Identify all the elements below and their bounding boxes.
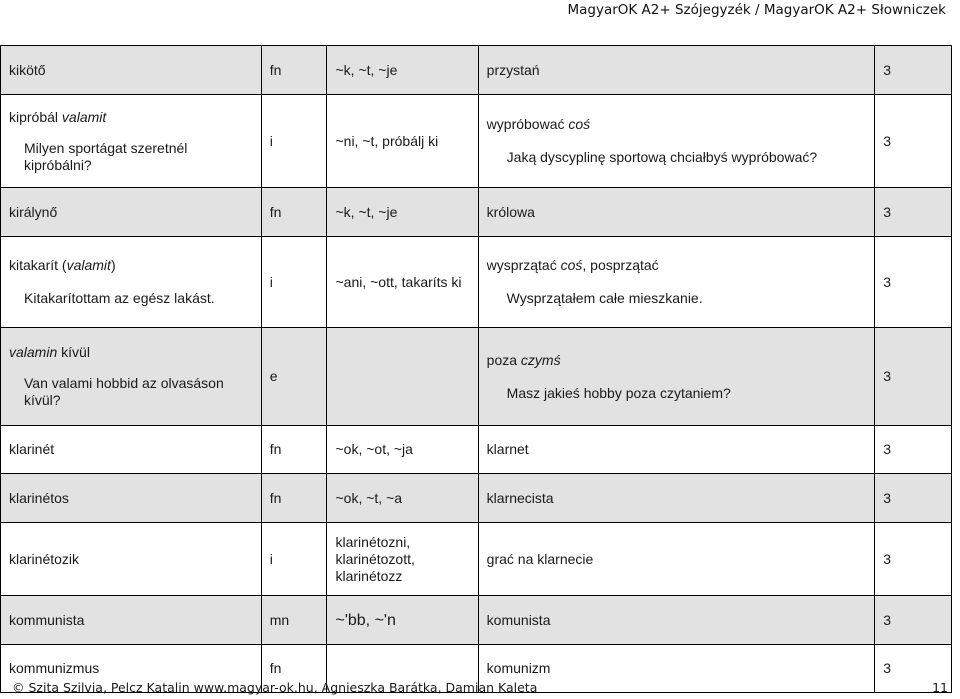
table-row xyxy=(1,188,952,237)
level: 3 xyxy=(875,46,952,95)
level: 3 xyxy=(875,188,952,237)
hungarian-word: kikötő xyxy=(1,46,262,95)
polish-entry xyxy=(478,328,875,426)
part-of-speech: fn xyxy=(261,46,327,95)
hungarian-example: Kitakarítottam az egész lakást. xyxy=(24,290,215,306)
level: 3 xyxy=(875,474,952,523)
hungarian-word: klarinétos xyxy=(1,474,262,523)
part-of-speech: e xyxy=(261,328,327,426)
table-row xyxy=(1,596,952,645)
polish-entry xyxy=(478,95,875,188)
hungarian-entry: kitakarít (valamit) Kitakarítottam az egész lakást. xyxy=(1,237,262,328)
hungarian-entry xyxy=(1,328,262,426)
part-of-speech: i xyxy=(261,237,327,328)
table-row xyxy=(1,474,952,523)
polish-entry xyxy=(478,237,875,328)
part-of-speech: fn xyxy=(261,645,327,693)
hungarian-entry xyxy=(1,95,262,188)
part-of-speech: i xyxy=(261,523,327,596)
polish-translation: komunista xyxy=(478,596,875,645)
hungarian-word: kommunizmus xyxy=(1,645,262,693)
polish-translation: klarnecista xyxy=(478,474,875,523)
level: 3 xyxy=(875,95,952,188)
polish-example: Jaką dyscyplinę sportową chciałbyś wypróbować? xyxy=(506,149,818,165)
page-header-title: MagyarOK A2+ Szójegyzék / MagyarOK A2+ Słowniczek xyxy=(567,2,946,18)
word-forms: ~ok, ~t, ~a xyxy=(327,474,478,523)
hungarian-example: Milyen sportágat szeretnél kipróbálni? xyxy=(24,139,188,173)
word-forms: ~ok, ~ot, ~ja xyxy=(327,426,478,474)
polish-synonym: , posprzątać xyxy=(582,257,659,273)
part-of-speech: fn xyxy=(261,426,327,474)
level: 3 xyxy=(875,645,952,693)
word-forms: ~k, ~t, ~je xyxy=(327,188,478,237)
hungarian-object: valamit xyxy=(66,257,111,273)
table-row xyxy=(1,46,952,95)
footer-copyright: © Szita Szilvia, Pelcz Katalin www.magyar-ok.hu, Agnieszka Barátka, Damian Kaleta xyxy=(12,680,538,695)
table-row xyxy=(1,328,952,426)
table-row xyxy=(1,426,952,474)
hungarian-word: kipróbál xyxy=(9,108,59,125)
hungarian-word: királynő xyxy=(1,188,262,237)
word-forms: ~ani, ~ott, takaríts ki xyxy=(327,237,478,328)
word-forms: ~'bb, ~'n xyxy=(327,596,478,645)
polish-object: coś xyxy=(568,116,591,132)
table-row xyxy=(1,237,952,328)
polish-object: czymś xyxy=(520,351,561,368)
polish-word: poza xyxy=(486,351,518,368)
vocabulary-table xyxy=(0,45,952,693)
word-forms xyxy=(327,328,478,426)
polish-translation: przystań xyxy=(478,46,875,95)
polish-translation: komunizm xyxy=(478,645,875,693)
page-footer xyxy=(0,677,960,699)
word-forms: ~k, ~t, ~je xyxy=(327,46,478,95)
table-row xyxy=(1,523,952,596)
word-forms: ~ni, ~t, próbálj ki xyxy=(327,95,478,188)
hungarian-object: valamin xyxy=(9,344,58,360)
page-number: 11 xyxy=(932,680,948,695)
level: 3 xyxy=(875,426,952,474)
hungarian-word: klarinét xyxy=(1,426,262,474)
polish-example: Masz jakieś hobby poza czytaniem? xyxy=(506,384,731,401)
polish-word: wysprzątać xyxy=(486,257,557,273)
level: 3 xyxy=(875,328,952,426)
word-forms: klarinétozni, klarinétozott, klarinétozz xyxy=(327,523,478,596)
polish-translation: królowa xyxy=(478,188,875,237)
level: 3 xyxy=(875,596,952,645)
hungarian-word: klarinétozik xyxy=(1,523,262,596)
table-row xyxy=(1,95,952,188)
polish-object: coś xyxy=(560,257,583,273)
polish-translation: klarnet xyxy=(478,426,875,474)
part-of-speech: fn xyxy=(261,474,327,523)
part-of-speech: mn xyxy=(261,596,327,645)
hungarian-word: kitakarít xyxy=(9,257,59,273)
polish-word: wypróbować xyxy=(486,116,565,132)
level: 3 xyxy=(875,237,952,328)
hungarian-word: kívül xyxy=(61,344,90,360)
part-of-speech: fn xyxy=(261,188,327,237)
hungarian-object: valamit xyxy=(61,108,107,125)
polish-example: Wysprzątałem całe mieszkanie. xyxy=(506,290,703,306)
part-of-speech: i xyxy=(261,95,327,188)
hungarian-example: Van valami hobbid az olvasáson kívül? xyxy=(24,375,224,408)
hungarian-word: kommunista xyxy=(1,596,262,645)
level: 3 xyxy=(875,523,952,596)
polish-translation: grać na klarnecie xyxy=(478,523,875,596)
